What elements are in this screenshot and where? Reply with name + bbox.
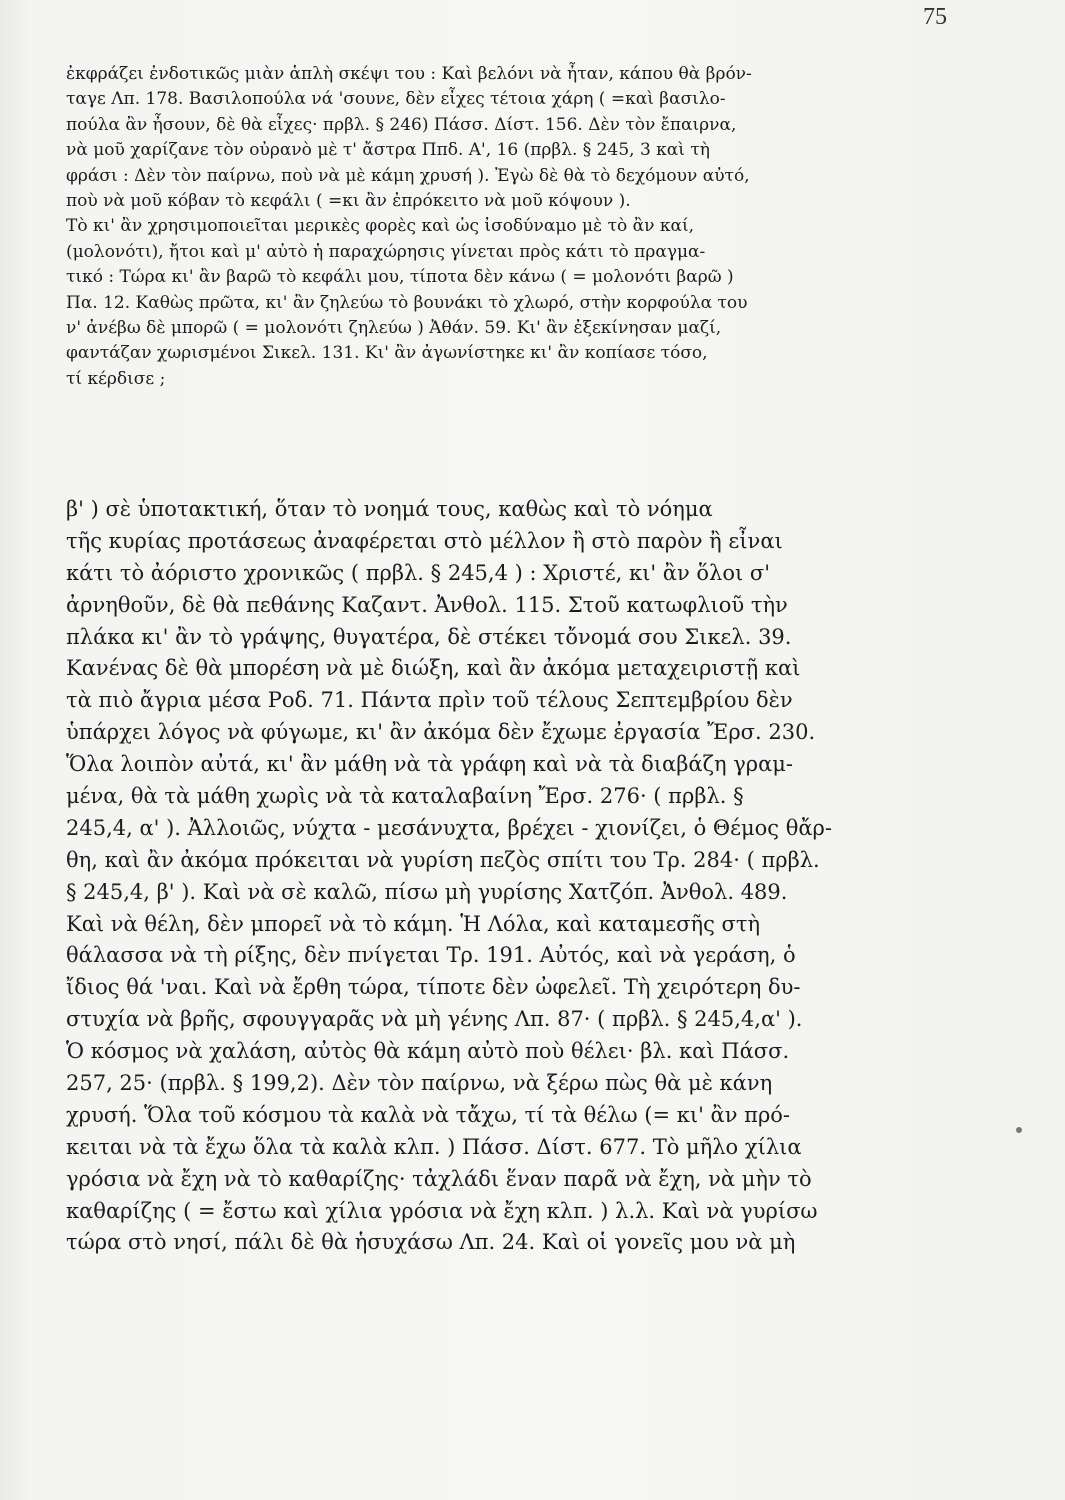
text-line: Τὸ κι' ἂν χρησιμοποιεῖται μερικὲς φορὲς καὶ ὡς ἰσοδύναμο μὲ τὸ ἂν καί,	[66, 216, 695, 237]
paragraph-large-print	[66, 494, 921, 1259]
text-line: κειται νὰ τὰ ἔχω ὅλα τὰ καλὰ κλπ. ) Πάσσ. Δίστ. 677. Τὸ μῆλο χίλια	[66, 1134, 802, 1159]
text-line: ποὺ νὰ μοῦ κόβαν τὸ κεφάλι ( =κι ἂν ἐπρόκειτο νὰ μοῦ κόψουν ).	[66, 190, 631, 211]
text-line: τικό : Τώρα κι' ἂν βαρῶ τὸ κεφάλι μου, τίποτα δὲν κάνω ( = μολονότι βαρῶ )	[66, 267, 734, 288]
text-line: Καὶ νὰ θέλη, δὲν μπορεῖ νὰ τὸ κάμη. Ἡ Λόλα, καὶ καταμεσῆς στὴ	[66, 911, 761, 936]
text-line: (μολονότι), ἤτοι καὶ μ' αὐτὸ ἡ παραχώρησις γίνεται πρὸς κάτι τὸ πραγμα-	[66, 241, 706, 262]
text-line: Ὅλα λοιπὸν αὐτά, κι' ἂν μάθη νὰ τὰ γράφη καὶ νὰ τὰ διαβάζη γραμ-	[66, 752, 794, 777]
ink-speck	[1016, 1127, 1022, 1133]
text-line: 257, 25· (πρβλ. § 199,2). Δὲν τὸν παίρνω, νὰ ξέρω πὼς θὰ μὲ κάνη	[66, 1071, 773, 1096]
text-line: ἐκφράζει ἐνδοτικῶς μιὰν ἁπλὴ σκέψι του : Καὶ βελόνι νὰ ἦταν, κάπου θὰ βρόν-	[66, 64, 752, 84]
text-line: θη, καὶ ἂν ἀκόμα πρόκειται νὰ γυρίση πεζὸς σπίτι του Τρ. 284· ( πρβλ.	[66, 847, 820, 872]
text-line: τὰ πιὸ ἄγρια μέσα Ροδ. 71. Πάντα πρὶν τοῦ τέλους Σεπτεμβρίου δὲν	[66, 688, 793, 713]
text-line: χρυσή. Ὅλα τοῦ κόσμου τὰ καλὰ νὰ τἄχω, τί τὰ θέλω (= κι' ἂν πρό-	[66, 1102, 791, 1127]
text-line: ὑπάρχει λόγος νὰ φύγωμε, κι' ἂν ἀκόμα δὲν ἔχωμε ἐργασία Ἔρσ. 230.	[66, 720, 816, 745]
text-line: φαντάζαν χωρισμένοι Σικελ. 131. Κι' ἂν ἀγωνίστηκε κι' ἂν κοπίασε τόσο,	[66, 343, 708, 364]
text-line: πούλα ἂν ἦσουν, δὲ θὰ εἶχες· πρβλ. § 246) Πάσσ. Δίστ. 156. Δὲν τὸν ἔπαιρνα,	[66, 114, 737, 135]
text-line: τί κέρδισε ;	[66, 368, 166, 389]
text-line: Πα. 12. Καθὼς πρῶτα, κι' ἂν ζηλεύω τὸ βουνάκι τὸ χλωρό, στὴν κορφούλα του	[66, 292, 748, 313]
text-line: στυχία νὰ βρῆς, σφουγγαρᾶς νὰ μὴ γένης Λπ. 87· ( πρβλ. § 245,4,α' ).	[66, 1007, 803, 1032]
text-line: ἴδιος θά 'ναι. Καὶ νὰ ἔρθη τώρα, τίποτε δὲν ὠφελεῖ. Τὴ χειρότερη δυ-	[66, 975, 801, 1000]
text-line: μένα, θὰ τὰ μάθη χωρὶς νὰ τὰ καταλαβαίνη Ἔρσ. 276· ( πρβλ. §	[66, 784, 744, 809]
text-line: § 245,4, β' ). Καὶ νὰ σὲ καλῶ, πίσω μὴ γυρίσης Χατζόπ. Ἀνθολ. 489.	[66, 879, 788, 904]
text-line: ν' ἀνέβω δὲ μπορῶ ( = μολονότι ζηλεύω ) Ἀθάν. 59. Κι' ἂν ἐξεκίνησαν μαζί,	[66, 317, 722, 338]
text-line: καθαρίζης ( = ἔστω καὶ χίλια γρόσια νὰ ἔχη κλπ. ) λ.λ. Καὶ νὰ γυρίσω	[66, 1198, 818, 1223]
text-line: νὰ μοῦ χαρίζανε τὸν οὐρανὸ μὲ τ' ἄστρα Ππδ. Α', 16 (πρβλ. § 245, 3 καὶ τὴ	[66, 140, 710, 161]
text-line: τώρα στὸ νησί, πάλι δὲ θὰ ἡσυχάσω Λπ. 24. Καὶ οἱ γονεῖς μου νὰ μὴ	[66, 1230, 796, 1255]
text-line: θάλασσα νὰ τὴ ρίξης, δὲν πνίγεται Τρ. 191. Αὐτός, καὶ νὰ γεράση, ὁ	[66, 943, 796, 968]
paragraph-small-print	[66, 62, 921, 392]
text-line: φράσι : Δὲν τὸν παίρνω, ποὺ νὰ μὲ κάμη χρυσή ). Ἐγὼ δὲ θὰ τὸ δεχόμουν αὐτό,	[66, 165, 750, 186]
text-line: ἀρνηθοῦν, δὲ θὰ πεθάνης Καζαντ. Ἀνθολ. 115. Στοῦ κατωφλιοῦ τὴν	[66, 592, 788, 617]
text-line: γρόσια νὰ ἔχη νὰ τὸ καθαρίζης· τἀχλάδι ἕναν παρᾶ νὰ ἔχη, νὰ μὴν τὸ	[66, 1166, 812, 1191]
text-line: πλάκα κι' ἂν τὸ γράψης, θυγατέρα, δὲ στέκει τὄνομά σου Σικελ. 39.	[66, 624, 792, 649]
page-number: 75	[923, 4, 947, 30]
text-line: β' ) σὲ ὑποτακτική, ὅταν τὸ νοημά τους, καθὼς καὶ τὸ νόημα	[66, 497, 713, 521]
text-line: ταγε Λπ. 178. Βασιλοπούλα νά 'σουνε, δὲν εἶχες τέτοια χάρη ( =καὶ βασιλο-	[66, 89, 726, 110]
text-line: Κανένας δὲ θὰ μπορέση νὰ μὲ διώξη, καὶ ἂν ἀκόμα μεταχειριστῇ καὶ	[66, 656, 801, 681]
text-line: κάτι τὸ ἀόριστο χρονικῶς ( πρβλ. § 245,4 ) : Χριστέ, κι' ἂν ὅλοι σ'	[66, 560, 771, 585]
text-line: 245,4, α' ). Ἀλλοιῶς, νύχτα - μεσάνυχτα, βρέχει - χιονίζει, ὁ Θέμος θἄρ-	[66, 815, 832, 840]
text-line: Ὁ κόσμος νὰ χαλάση, αὐτὸς θὰ κάμη αὐτὸ ποὺ θέλει· βλ. καὶ Πάσσ.	[66, 1039, 790, 1064]
text-line: τῆς κυρίας προτάσεως ἀναφέρεται στὸ μέλλον ἢ στὸ παρὸν ἢ εἶναι	[66, 528, 783, 553]
